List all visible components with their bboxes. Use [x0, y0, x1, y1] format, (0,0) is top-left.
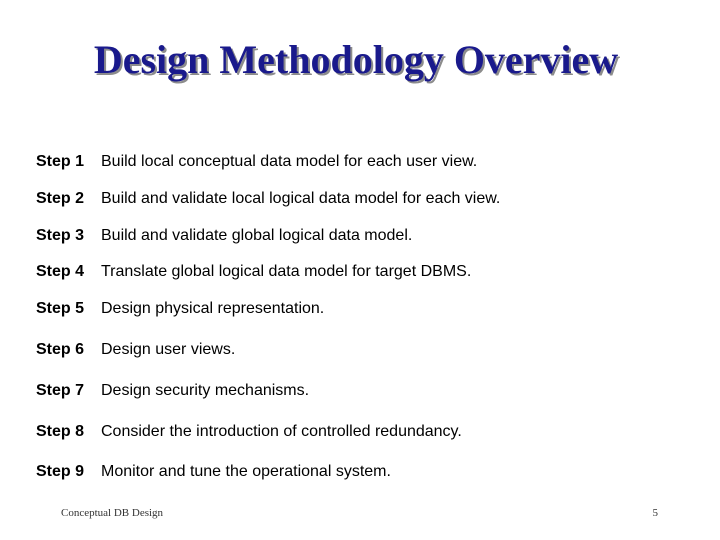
step-number: Step 3	[36, 227, 85, 244]
step-text: Monitor and tune the operational system.	[101, 463, 391, 480]
step-text: Design physical representation.	[101, 300, 325, 317]
step-text: Build and validate local logical data model for each view.	[101, 190, 501, 207]
step-text: Build local conceptual data model for each user view.	[101, 153, 478, 170]
step-item	[36, 152, 477, 172]
step-text: Consider the introduction of controlled redundancy.	[101, 423, 462, 440]
step-number: Step 9	[36, 463, 85, 480]
step-item	[36, 462, 391, 482]
step-number: Step 6	[36, 341, 85, 358]
step-number: Step 2	[36, 190, 85, 207]
step-item	[36, 422, 462, 442]
step-number: Step 8	[36, 423, 85, 440]
step-text: Design user views.	[101, 341, 236, 358]
step-text: Design security mechanisms.	[101, 382, 310, 399]
page-number: 5	[652, 507, 658, 519]
slide-title: Design Methodology Overview	[93, 37, 619, 82]
step-item	[36, 299, 324, 319]
step-item	[36, 226, 412, 246]
step-number: Step 4	[36, 263, 85, 280]
step-item	[36, 381, 309, 401]
step-number: Step 7	[36, 382, 85, 399]
step-number: Step 5	[36, 300, 85, 317]
step-number: Step 1	[36, 153, 85, 170]
footer-course-name: Conceptual DB Design	[61, 507, 164, 519]
step-text: Build and validate global logical data model.	[101, 227, 413, 244]
step-item	[36, 262, 471, 282]
step-text: Translate global logical data model for target DBMS.	[101, 263, 472, 280]
step-item	[36, 189, 500, 209]
step-item	[36, 340, 235, 360]
